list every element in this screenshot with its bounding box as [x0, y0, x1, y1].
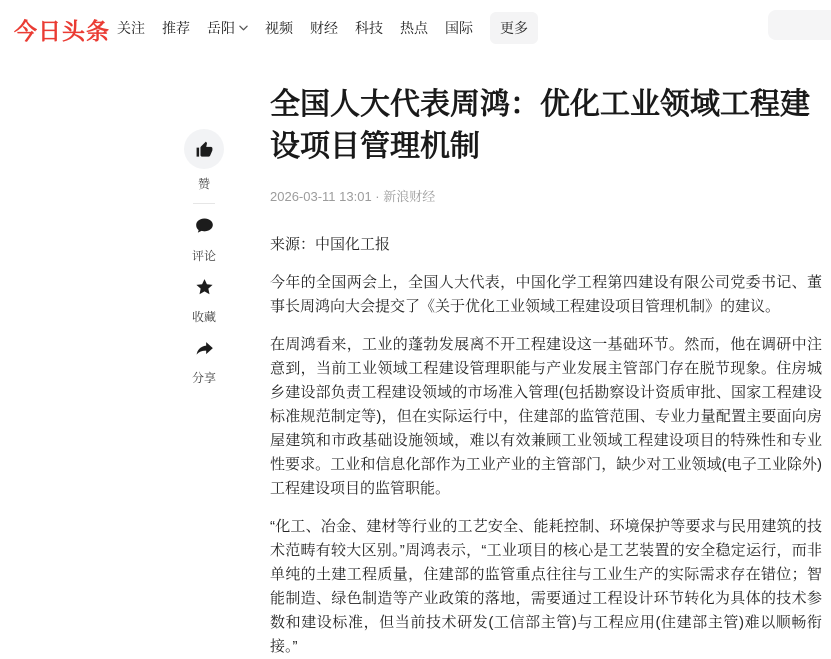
- share-label: 分享: [191, 371, 216, 385]
- thumbs-up-icon: [195, 140, 214, 159]
- comment-button[interactable]: [194, 216, 215, 236]
- like-button[interactable]: [184, 129, 224, 169]
- nav-item-follow[interactable]: 关注: [117, 20, 145, 36]
- nav-item-video[interactable]: 视频: [265, 20, 293, 36]
- nav-item-recommend[interactable]: 推荐: [162, 20, 190, 36]
- comment-label: 评论: [191, 249, 216, 263]
- paragraph: 今年的全国两会上，全国人大代表，中国化学工程第四建设有限公司党委书记、董事长周鸿向大会提交了《关于优化工业领域工程建设项目管理机制》的建议。: [270, 274, 822, 315]
- article-meta: 2026-03-11 13:01 · 新浪财经: [270, 189, 436, 204]
- nav-item-international[interactable]: 国际: [445, 20, 473, 36]
- like-label: 赞: [197, 177, 210, 191]
- star-icon: [194, 277, 215, 297]
- article-body: [270, 233, 822, 659]
- top-nav-bar: [0, 0, 831, 56]
- sidebar-divider: [193, 203, 215, 204]
- action-sidebar: [184, 129, 224, 386]
- search-box[interactable]: [768, 10, 831, 40]
- nav-item-tech[interactable]: 科技: [355, 20, 383, 36]
- nav-item-finance[interactable]: 财经: [310, 20, 338, 36]
- share-icon: [194, 338, 215, 358]
- page-title: 全国人大代表周鸿：优化工业领域工程建设项目管理机制: [270, 88, 810, 163]
- article: [270, 84, 822, 659]
- paragraph: 在周鸿看来，工业的蓬勃发展离不开工程建设这一基础环节。然而，他在调研中注意到，当前工业领域工程建设管理职能与产业发展主管部门存在脱节现象。住房城乡建设部负责工程建设领域的市场准入管理(包括勘察设计资质审批、国家工程建设标准规范制定等)，但在实际运行中，住建部的监管范围、专业力量配置主要面向房屋建筑和市政基础设施领域，难以有效兼顾工业领域工程建设项目的特殊性和专业性要求。工业和信息化部作为工业产业的主管部门，缺少对工业领域(电子工业除外)工程建设项目的监管职能。: [270, 336, 822, 497]
- paragraph: “化工、冶金、建材等行业的工艺安全、能耗控制、环境保护等要求与民用建筑的技术范畴有较大区别。”周鸿表示，“工业项目的核心是工艺装置的安全稳定运行，而非单纯的土建工程质量，住建部的监管重点往往与工业生产的实际需求存在错位；智能制造、绿色制造等产业政策的落地，需要通过工程设计环节转化为具体的技术参数和建设标准，但当前技术研发(工信部主管)与工程应用(住建部主管)难以顺畅衔接。”: [270, 518, 822, 655]
- nav-item-more[interactable]: 更多: [490, 12, 538, 44]
- favorite-label: 收藏: [191, 310, 216, 324]
- chevron-down-icon: [239, 25, 248, 31]
- nav-item-yueyang[interactable]: 岳阳: [207, 18, 248, 38]
- comment-icon: [194, 216, 215, 236]
- nav-item-hot[interactable]: 热点: [400, 20, 428, 36]
- favorite-button[interactable]: [194, 277, 215, 297]
- share-button[interactable]: [194, 338, 215, 358]
- toutiao-logo[interactable]: 今日头条: [14, 18, 110, 44]
- paragraph-source: 来源：中国化工报: [270, 236, 391, 253]
- main-nav: [117, 0, 538, 56]
